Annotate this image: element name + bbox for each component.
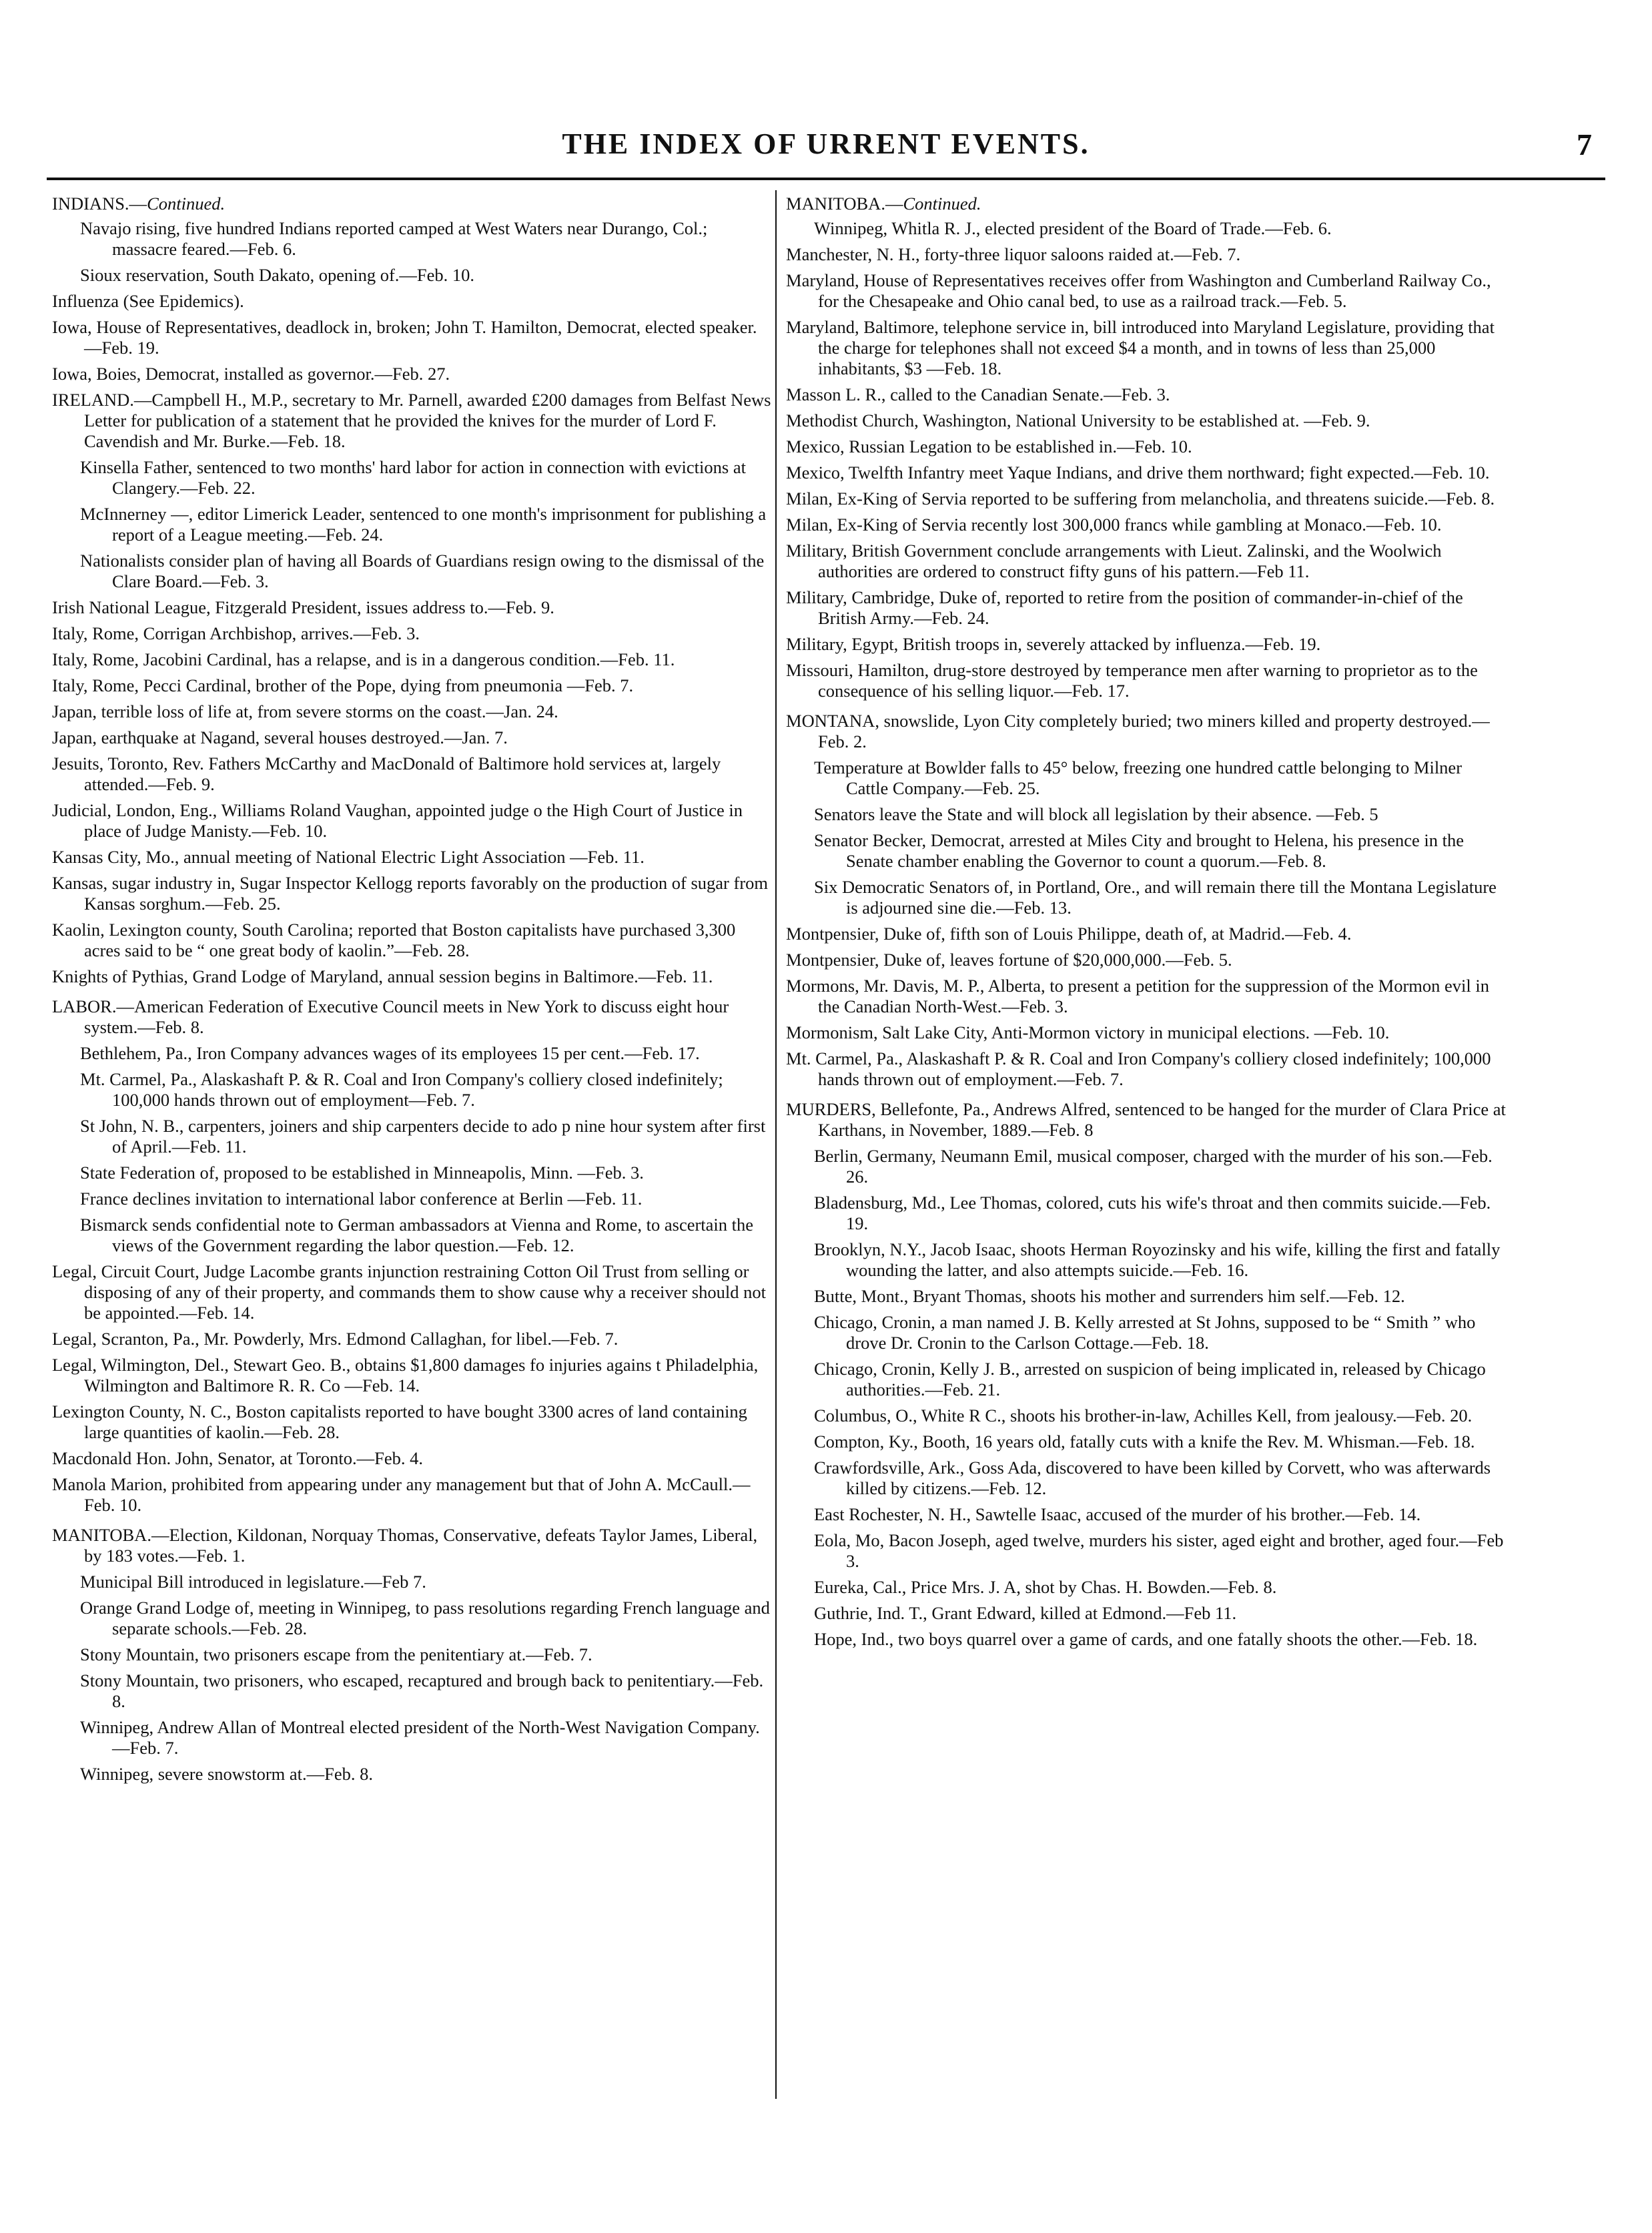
index-entry: Kinsella Father, sentenced to two months' hard labor for action in connection with evictions at Clangery.—Feb. 22. [80,457,746,498]
index-entry: Six Democratic Senators of, in Portland, Ore., and will remain there till the Montana Legislature is adjourned sine die.—Feb. 13. [814,877,1497,918]
index-entry: Missouri, Hamilton, drug-store destroyed by temperance men after warning to proprietor as to the consequence of his selling liquor.—Feb. 17. [786,660,1478,701]
index-entry: Municipal Bill introduced in legislature.—Feb 7. [80,1572,426,1592]
continued-label: Continued. [147,194,226,214]
index-entry: Butte, Mont., Bryant Thomas, shoots his mother and surrenders him self.—Feb. 12. [814,1286,1405,1306]
index-entry: Bladensburg, Md., Lee Thomas, colored, cuts his wife's throat and then commits suicide.—Feb. 19. [814,1193,1491,1233]
index-entry: Sioux reservation, South Dakato, opening of.—Feb. 10. [80,265,475,285]
index-entry: Military, Egypt, British troops in, severely attacked by influenza.—Feb. 19. [786,634,1321,654]
index-entry: Lexington County, N. C., Boston capitalists reported to have bought 3300 acres of land containing large quantities of kaolin.—Feb. 28. [52,1401,747,1442]
left-column [52,194,773,1790]
index-entry: Berlin, Germany, Neumann Emil, musical composer, charged with the murder of his son.—Feb. 26. [814,1146,1493,1187]
index-entry: Orange Grand Lodge of, meeting in Winnipeg, to pass resolutions regarding French language and separate schools.—Feb. 28. [80,1598,770,1638]
index-entry: East Rochester, N. H., Sawtelle Isaac, accused of the murder of his brother.—Feb. 14. [814,1504,1421,1524]
index-entry: Nationalists consider plan of having all Boards of Guardians resign owing to the dismissal of the Clare Board.—Feb. 3. [80,551,765,591]
index-entry: Temperature at Bowlder falls to 45° below, freezing one hundred cattle belonging to Milner Cattle Company.—Feb. 25. [814,757,1463,798]
index-entry: Manola Marion, prohibited from appearing under any management but that of John A. McCaull.—Feb. 10. [52,1474,751,1515]
index-entry: Japan, earthquake at Nagand, several houses destroyed.—Jan. 7. [52,727,508,747]
index-entry: MURDERS, Bellefonte, Pa., Andrews Alfred, sentenced to be hanged for the murder of Clara Price at Karthans, in November, 1889.—Feb. 8 [786,1099,1506,1140]
index-entry: Masson L. R., called to the Canadian Senate.—Feb. 3. [786,384,1170,404]
index-entry: Iowa, Boies, Democrat, installed as governor.—Feb. 27. [52,364,450,384]
index-entry: Hope, Ind., two boys quarrel over a game of cards, and one fatally shoots the other.—Feb. 18. [814,1629,1478,1649]
index-entry: MONTANA, snowslide, Lyon City completely buried; two miners killed and property destroyed.—Feb. 2. [786,711,1490,751]
index-entry: Winnipeg, severe snowstorm at.—Feb. 8. [80,1764,374,1784]
index-entry: Mormonism, Salt Lake City, Anti-Mormon victory in municipal elections. —Feb. 10. [786,1022,1390,1042]
index-entry: Legal, Scranton, Pa., Mr. Powderly, Mrs. Edmond Callaghan, for libel.—Feb. 7. [52,1329,618,1349]
index-entry: Eureka, Cal., Price Mrs. J. A, shot by Chas. H. Bowden.—Feb. 8. [814,1577,1277,1597]
index-entry: Bethlehem, Pa., Iron Company advances wages of its employees 15 per cent.—Feb. 17. [80,1043,700,1063]
index-entry: Eola, Mo, Bacon Joseph, aged twelve, murders his sister, aged eight and brother, aged four.—Feb 3. [814,1530,1504,1571]
index-entry: Manchester, N. H., forty-three liquor saloons raided at.—Feb. 7. [786,244,1241,264]
index-entry: MANITOBA.—Election, Kildonan, Norquay Thomas, Conservative, defeats Taylor James, Liberal, by 183 votes.—Feb. 1. [52,1525,758,1566]
right-column [786,194,1507,1655]
index-entry: Columbus, O., White R C., shoots his brother-in-law, Achilles Kell, from jealousy.—Feb. 20. [814,1405,1473,1425]
index-entry: Winnipeg, Andrew Allan of Montreal elected president of the North-West Navigation Company.—Feb. 7. [80,1717,760,1758]
index-entry: Italy, Rome, Pecci Cardinal, brother of the Pope, dying from pneumonia —Feb. 7. [52,675,634,695]
index-entry: Senator Becker, Democrat, arrested at Miles City and brought to Helena, his presence in the Senate chamber enabling the Governor to count a quorum.—Feb. 8. [814,830,1464,871]
index-entry: Stony Mountain, two prisoners, who escaped, recaptured and brough back to penitentiary.—Feb. 8. [80,1670,764,1711]
index-entry: Military, British Government conclude arrangements with Lieut. Zalinski, and the Woolwich authorities are ordered to construct fifty guns of his pattern.—Feb 11. [786,541,1442,581]
page-title: THE INDEX OF URRENT EVENTS. [562,127,1090,160]
index-entry: Legal, Circuit Court, Judge Lacombe grants injunction restraining Cotton Oil Trust from selling or disposing of any of their property, and commands them to show cause why a receiver should not be appointed.—Feb. 14. [52,1261,766,1323]
index-entry: Japan, terrible loss of life at, from severe storms on the coast.—Jan. 24. [52,701,558,721]
heading-text: MANITOBA.— [786,194,903,214]
index-entry: Jesuits, Toronto, Rev. Fathers McCarthy and MacDonald of Baltimore hold services at, largely attended.—Feb. 9. [52,753,721,794]
index-entry: McInnerney —, editor Limerick Leader, sentenced to one month's imprisonment for publishing a report of a League meeting.—Feb. 24. [80,504,767,545]
index-entry: Knights of Pythias, Grand Lodge of Maryland, annual session begins in Baltimore.—Feb. 11. [52,966,713,986]
index-entry: Military, Cambridge, Duke of, reported to retire from the position of commander-in-chief of the British Army.—Feb. 24. [786,587,1463,628]
index-entry: Navajo rising, five hundred Indians reported camped at West Waters near Durango, Col.; massacre feared.—Feb. 6. [80,218,708,259]
section-heading-continued [786,194,1507,214]
index-entry: Brooklyn, N.Y., Jacob Isaac, shoots Herman Royozinsky and his wife, killing the first and fatally wounding the latter, and also attempts suicide.—Feb. 16. [814,1239,1501,1280]
index-entry: Chicago, Cronin, a man named J. B. Kelly arrested at St Johns, supposed to be “ Smith ” who drove Dr. Cronin to the Carlson Cottage.—Feb. 18. [814,1312,1476,1353]
index-entry: Mt. Carmel, Pa., Alaskashaft P. & R. Coal and Iron Company's colliery closed indefinitely; 100,000 hands thrown out of employment—Feb. 7. [80,1069,723,1110]
index-entry: Kansas City, Mo., annual meeting of National Electric Light Association —Feb. 11. [52,847,645,867]
index-entry: Senators leave the State and will block all legislation by their absence. —Feb. 5 [814,804,1378,824]
index-entry: Stony Mountain, two prisoners escape from the penitentiary at.—Feb. 7. [80,1644,592,1664]
index-entry: Milan, Ex-King of Servia recently lost 300,000 francs while gambling at Monaco.—Feb. 10. [786,515,1442,535]
index-entry: Winnipeg, Whitla R. J., elected president of the Board of Trade.—Feb. 6. [814,218,1332,238]
index-entry: LABOR.—American Federation of Executive Council meets in New York to discuss eight hour system.—Feb. 8. [52,996,729,1037]
index-entry: Compton, Ky., Booth, 16 years old, fatally cuts with a knife the Rev. M. Whisman.—Feb. 18. [814,1431,1475,1452]
index-entry: Italy, Rome, Jacobini Cardinal, has a relapse, and is in a dangerous condition.—Feb. 11. [52,649,675,669]
page-header [47,127,1605,180]
index-entry: France declines invitation to international labor conference at Berlin —Feb. 11. [80,1189,643,1209]
index-entry: Italy, Rome, Corrigan Archbishop, arrives.—Feb. 3. [52,623,420,643]
index-entry: Maryland, House of Representatives receives offer from Washington and Cumberland Railway Co., for the Chesapeake and Ohio canal bed, to use as a railroad track.—Feb. 5. [786,270,1491,311]
index-entry: Legal, Wilmington, Del., Stewart Geo. B., obtains $1,800 damages fo injuries agains t Philadelphia, Wilmington and Baltimore R. R. Co —Feb. 14. [52,1355,759,1395]
index-entry: Guthrie, Ind. T., Grant Edward, killed at Edmond.—Feb 11. [814,1603,1237,1623]
index-entry: Mormons, Mr. Davis, M. P., Alberta, to present a petition for the suppression of the Mormon evil in the Canadian North-West.—Feb. 3. [786,976,1489,1016]
index-entry: State Federation of, proposed to be established in Minneapolis, Minn. —Feb. 3. [80,1163,644,1183]
index-entry: Mt. Carmel, Pa., Alaskashaft P. & R. Coal and Iron Company's colliery closed indefinitely; 100,000 hands thrown out of employment.—Feb. 7. [786,1048,1491,1089]
page-number: 7 [1577,127,1592,162]
index-entry: Mexico, Twelfth Infantry meet Yaque Indians, and drive them northward; fight expected.—Feb. 10. [786,462,1490,483]
index-entry: Macdonald Hon. John, Senator, at Toronto.—Feb. 4. [52,1448,423,1468]
index-entry: Milan, Ex-King of Servia reported to be suffering from melancholia, and threatens suicide.—Feb. 8. [786,489,1495,509]
index-entry: Mexico, Russian Legation to be established in.—Feb. 10. [786,436,1192,456]
index-entry: Methodist Church, Washington, National University to be established at. —Feb. 9. [786,410,1370,430]
index-entry: Montpensier, Duke of, fifth son of Louis Philippe, death of, at Madrid.—Feb. 4. [786,924,1352,944]
index-entry: Iowa, House of Representatives, deadlock in, broken; John T. Hamilton, Democrat, elected speaker.—Feb. 19. [52,317,757,358]
index-entry: Influenza (See Epidemics). [52,291,244,311]
index-entry: Kaolin, Lexington county, South Carolina; reported that Boston capitalists have purchased 3,300 acres said to be “ one great body of kaolin.”—Feb. 28. [52,920,736,960]
index-entry: St John, N. B., carpenters, joiners and ship carpenters decide to ado p nine hour system after first of April.—Feb. 11. [80,1116,766,1157]
header-rule [47,178,1605,180]
index-entry: Chicago, Cronin, Kelly J. B., arrested on suspicion of being implicated in, released by Chicago authorities.—Feb. 21. [814,1359,1486,1399]
heading-text: INDIANS.— [52,194,147,214]
continued-label: Continued. [903,194,981,214]
index-entry: Irish National League, Fitzgerald President, issues address to.—Feb. 9. [52,597,554,617]
index-entry: IRELAND.—Campbell H., M.P., secretary to Mr. Parnell, awarded £200 damages from Belfast News Letter for publication of a statement that he provided the knives for the murder of Lord F. Cavendish and Mr. Burke.—Feb. 18. [52,390,771,451]
section-heading-continued [52,194,773,214]
index-entry: Kansas, sugar industry in, Sugar Inspector Kellogg reports favorably on the production of sugar from Kansas sorghum.—Feb. 25. [52,873,769,914]
index-entry: Judicial, London, Eng., Williams Roland Vaughan, appointed judge o the High Court of Justice in place of Judge Manisty.—Feb. 10. [52,800,743,841]
index-entry: Maryland, Baltimore, telephone service in, bill introduced into Maryland Legislature, providing that the charge for telephones shall not exceed $4 a month, and in towns of less than 25,000 inhabitants, $3 —Feb. 18. [786,317,1495,378]
index-entry: Crawfordsville, Ark., Goss Ada, discovered to have been killed by Corvett, who was afterwards killed by citizens.—Feb. 12. [814,1458,1491,1498]
index-entry: Montpensier, Duke of, leaves fortune of $20,000,000.—Feb. 5. [786,950,1232,970]
index-entry: Bismarck sends confidential note to German ambassadors at Vienna and Rome, to ascertain the views of the Government regarding the labor question.—Feb. 12. [80,1215,754,1255]
column-divider [775,190,777,2099]
